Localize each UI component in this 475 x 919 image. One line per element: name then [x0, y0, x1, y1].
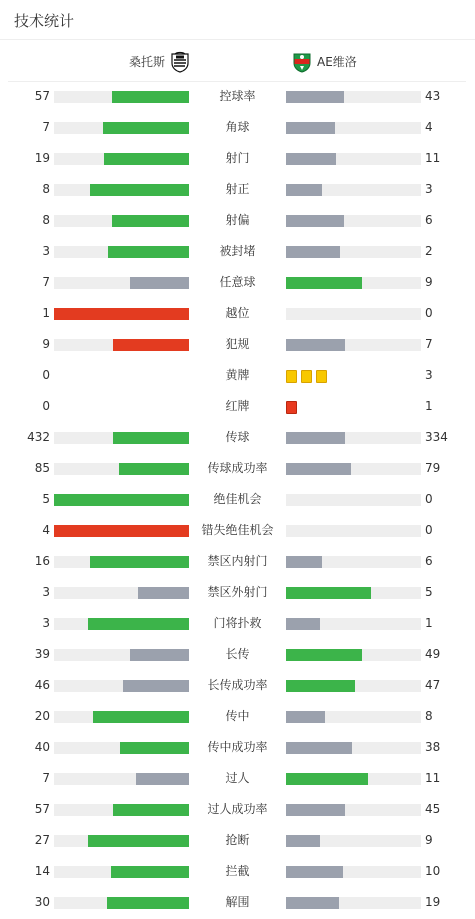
away-stat-value: 0	[425, 523, 433, 537]
home-stat-value: 39	[34, 647, 50, 661]
stat-row	[0, 515, 475, 546]
stat-row	[0, 701, 475, 732]
away-stat-bar-fill	[286, 91, 344, 103]
home-stat-bar-fill	[130, 277, 189, 289]
home-stat-bar-fill	[123, 680, 189, 692]
stats-header	[0, 0, 475, 40]
away-stat-value: 10	[425, 864, 441, 878]
away-stat-bar-fill	[286, 339, 345, 351]
away-stat-bar	[286, 215, 421, 227]
stat-label: 拦截	[225, 864, 250, 878]
home-stat-bar-fill	[113, 339, 189, 351]
stat-row	[0, 298, 475, 329]
stat-row	[0, 608, 475, 639]
home-stat-bar-fill	[113, 432, 189, 444]
away-stat-value: 6	[425, 213, 433, 227]
home-stat-value: 7	[42, 120, 50, 134]
home-stat-value: 57	[34, 89, 50, 103]
stat-row	[0, 670, 475, 701]
away-stat-value: 47	[425, 678, 441, 692]
away-team-name: AE维洛	[317, 55, 357, 69]
stat-row	[0, 422, 475, 453]
stat-label: 传中	[225, 709, 250, 723]
home-stat-value: 0	[42, 368, 50, 382]
away-stat-bar-fill	[286, 773, 368, 785]
red-card-icon	[286, 401, 297, 414]
stat-label: 长传	[225, 647, 250, 661]
away-stat-bar-fill	[286, 711, 325, 723]
home-stat-bar-fill	[107, 897, 189, 909]
home-stat-bar	[54, 246, 189, 258]
stat-label: 角球	[225, 120, 250, 134]
away-stat-bar-fill	[286, 432, 345, 444]
home-stat-bar	[54, 308, 189, 320]
away-stat-bar	[286, 308, 421, 320]
home-stat-bar-fill	[88, 618, 189, 630]
home-stat-bar-fill	[88, 835, 189, 847]
away-stat-bar	[286, 556, 421, 568]
away-stat-value: 6	[425, 554, 433, 568]
away-stat-bar	[286, 153, 421, 165]
away-stat-bar	[286, 649, 421, 661]
home-stat-value: 7	[42, 771, 50, 785]
away-stat-value: 2	[425, 244, 433, 258]
away-stat-bar-fill	[286, 122, 335, 134]
away-stat-bar	[286, 897, 421, 909]
home-stat-bar	[54, 742, 189, 754]
home-stat-bar	[54, 804, 189, 816]
away-stat-value: 3	[425, 182, 433, 196]
home-stat-value: 0	[42, 399, 50, 413]
away-stat-bar	[286, 835, 421, 847]
away-stat-bar-fill	[286, 680, 355, 692]
yellow-card-icon	[316, 370, 327, 383]
home-stat-value: 1	[42, 306, 50, 320]
home-stat-bar	[54, 587, 189, 599]
home-stat-bar-fill	[112, 91, 189, 103]
home-stat-bar-fill	[111, 866, 189, 878]
home-stat-bar	[54, 432, 189, 444]
stat-label: 抢断	[225, 833, 250, 847]
red-cards	[286, 401, 297, 414]
away-stat-value: 4	[425, 120, 433, 134]
home-stat-bar	[54, 866, 189, 878]
home-stat-value: 9	[42, 337, 50, 351]
stat-label: 被封堵	[219, 244, 256, 258]
away-stat-bar	[286, 184, 421, 196]
away-stat-bar-fill	[286, 742, 352, 754]
home-stat-bar	[54, 711, 189, 723]
stat-row	[0, 484, 475, 515]
away-stat-bar	[286, 246, 421, 258]
stat-row	[0, 81, 475, 112]
stat-row	[0, 639, 475, 670]
home-stat-bar-fill	[130, 649, 189, 661]
away-stat-bar-fill	[286, 215, 344, 227]
away-stat-value: 334	[425, 430, 448, 444]
yellow-card-icon	[301, 370, 312, 383]
home-stat-bar	[54, 215, 189, 227]
home-stat-bar-fill	[54, 525, 189, 537]
home-stat-bar-fill	[90, 184, 189, 196]
away-stat-bar-fill	[286, 277, 362, 289]
away-stat-value: 3	[425, 368, 433, 382]
stat-label: 射门	[225, 151, 250, 165]
away-stat-value: 9	[425, 833, 433, 847]
stat-row	[0, 763, 475, 794]
home-stat-bar-fill	[108, 246, 189, 258]
away-stat-value: 8	[425, 709, 433, 723]
away-stat-bar-fill	[286, 804, 345, 816]
stat-label: 解围	[225, 895, 250, 909]
stat-row	[0, 794, 475, 825]
away-stat-bar	[286, 463, 421, 475]
stat-label: 红牌	[225, 399, 250, 413]
home-stat-value: 19	[34, 151, 50, 165]
away-stat-bar-fill	[286, 897, 339, 909]
away-stat-bar-fill	[286, 866, 343, 878]
stat-row	[0, 391, 475, 422]
home-stat-value: 432	[27, 430, 50, 444]
stat-row	[0, 732, 475, 763]
away-stat-bar-fill	[286, 246, 340, 258]
stat-label: 绝佳机会	[213, 492, 262, 506]
home-stat-value: 16	[34, 554, 50, 568]
home-stat-bar-fill	[138, 587, 189, 599]
home-team-name: 桑托斯	[128, 55, 165, 69]
home-stat-bar-fill	[104, 153, 189, 165]
home-stat-value: 3	[42, 585, 50, 599]
stat-label: 越位	[225, 306, 250, 320]
home-stat-value: 40	[34, 740, 50, 754]
stat-label: 犯规	[225, 337, 250, 351]
away-stat-bar-fill	[286, 835, 320, 847]
home-stat-bar	[54, 773, 189, 785]
stats-list	[0, 81, 475, 918]
stat-label: 禁区外射门	[207, 585, 268, 599]
away-stat-value: 1	[425, 399, 433, 413]
home-stat-bar	[54, 91, 189, 103]
home-stat-value: 4	[42, 523, 50, 537]
away-stat-value: 43	[425, 89, 441, 103]
stat-row	[0, 267, 475, 298]
away-stat-value: 19	[425, 895, 441, 909]
away-stat-bar	[286, 525, 421, 537]
stat-row	[0, 205, 475, 236]
home-team[interactable]	[129, 51, 191, 73]
away-stat-bar-fill	[286, 463, 351, 475]
stat-label: 任意球	[219, 275, 256, 289]
stat-row	[0, 546, 475, 577]
away-stat-bar-fill	[286, 556, 322, 568]
home-stat-bar	[54, 556, 189, 568]
home-stat-value: 8	[42, 182, 50, 196]
home-stat-value: 46	[34, 678, 50, 692]
stat-row	[0, 453, 475, 484]
home-stat-value: 30	[34, 895, 50, 909]
stat-row	[0, 360, 475, 391]
away-stat-bar	[286, 618, 421, 630]
away-stat-value: 5	[425, 585, 433, 599]
stat-row	[0, 174, 475, 205]
home-stat-bar	[54, 835, 189, 847]
teams-bar	[8, 41, 466, 82]
away-stat-value: 11	[425, 151, 441, 165]
stat-label: 长传成功率	[207, 678, 268, 692]
stat-row	[0, 856, 475, 887]
stat-row	[0, 329, 475, 360]
away-stat-value: 11	[425, 771, 441, 785]
home-stat-bar-fill	[112, 215, 189, 227]
away-stat-bar-fill	[286, 184, 322, 196]
home-stat-bar-fill	[136, 773, 189, 785]
away-stat-bar	[286, 122, 421, 134]
home-stat-value: 7	[42, 275, 50, 289]
away-stat-bar	[286, 277, 421, 289]
away-stat-bar-fill	[286, 649, 362, 661]
home-stat-bar	[54, 680, 189, 692]
home-stat-value: 3	[42, 244, 50, 258]
stat-label: 过人	[225, 771, 250, 785]
away-stat-bar	[286, 866, 421, 878]
away-stat-bar	[286, 587, 421, 599]
away-stat-bar	[286, 773, 421, 785]
stat-label: 控球率	[219, 89, 256, 103]
away-stat-bar-fill	[286, 153, 336, 165]
home-stat-bar	[54, 463, 189, 475]
home-stat-value: 27	[34, 833, 50, 847]
away-stat-bar	[286, 711, 421, 723]
away-stat-bar	[286, 742, 421, 754]
away-team[interactable]	[291, 51, 357, 73]
away-stat-value: 9	[425, 275, 433, 289]
home-stat-bar-fill	[54, 308, 189, 320]
away-stat-bar	[286, 432, 421, 444]
away-stat-bar	[286, 804, 421, 816]
away-stat-value: 0	[425, 492, 433, 506]
stat-label: 传中成功率	[207, 740, 268, 754]
stat-label: 传球	[225, 430, 250, 444]
home-stat-bar	[54, 184, 189, 196]
home-stat-bar-fill	[120, 742, 189, 754]
home-stat-value: 20	[34, 709, 50, 723]
home-stat-bar	[54, 494, 189, 506]
home-stat-value: 85	[34, 461, 50, 475]
stat-label: 错失绝佳机会	[201, 523, 274, 537]
stat-label: 黄牌	[225, 368, 250, 382]
home-stat-bar	[54, 339, 189, 351]
yellow-cards	[286, 370, 327, 383]
away-stat-value: 7	[425, 337, 433, 351]
stat-label: 门将扑救	[213, 616, 262, 630]
away-stat-value: 45	[425, 802, 441, 816]
home-stat-value: 57	[34, 802, 50, 816]
home-stat-bar	[54, 897, 189, 909]
stat-row	[0, 825, 475, 856]
away-stat-bar	[286, 494, 421, 506]
home-stat-bar-fill	[93, 711, 189, 723]
yellow-card-icon	[286, 370, 297, 383]
page-title: 技术统计	[14, 12, 75, 30]
home-stat-bar	[54, 618, 189, 630]
home-stat-bar	[54, 277, 189, 289]
away-stat-bar	[286, 339, 421, 351]
away-stat-value: 0	[425, 306, 433, 320]
away-stat-bar	[286, 680, 421, 692]
away-stat-bar	[286, 91, 421, 103]
home-stat-bar	[54, 153, 189, 165]
home-stat-bar	[54, 122, 189, 134]
away-stat-value: 1	[425, 616, 433, 630]
home-stat-bar	[54, 649, 189, 661]
home-stat-bar	[54, 525, 189, 537]
stat-label: 禁区内射门	[207, 554, 268, 568]
home-stat-bar-fill	[90, 556, 189, 568]
home-stat-value: 5	[42, 492, 50, 506]
stat-row	[0, 112, 475, 143]
home-stat-bar-fill	[103, 122, 189, 134]
stat-label: 过人成功率	[207, 802, 268, 816]
away-stat-value: 49	[425, 647, 441, 661]
away-stat-bar-fill	[286, 618, 320, 630]
home-team-badge-icon	[169, 51, 191, 73]
stat-row	[0, 236, 475, 267]
away-stat-value: 79	[425, 461, 441, 475]
stat-label: 传球成功率	[207, 461, 268, 475]
away-team-badge-icon	[291, 51, 313, 73]
home-stat-bar-fill	[119, 463, 189, 475]
home-stat-value: 14	[34, 864, 50, 878]
stat-row	[0, 887, 475, 918]
home-stat-value: 8	[42, 213, 50, 227]
stat-label: 射偏	[225, 213, 250, 227]
home-stat-bar-fill	[113, 804, 189, 816]
away-stat-value: 38	[425, 740, 441, 754]
home-stat-value: 3	[42, 616, 50, 630]
stat-row	[0, 143, 475, 174]
stat-row	[0, 577, 475, 608]
stat-label: 射正	[225, 182, 250, 196]
away-stat-bar-fill	[286, 587, 371, 599]
home-stat-bar-fill	[54, 494, 189, 506]
